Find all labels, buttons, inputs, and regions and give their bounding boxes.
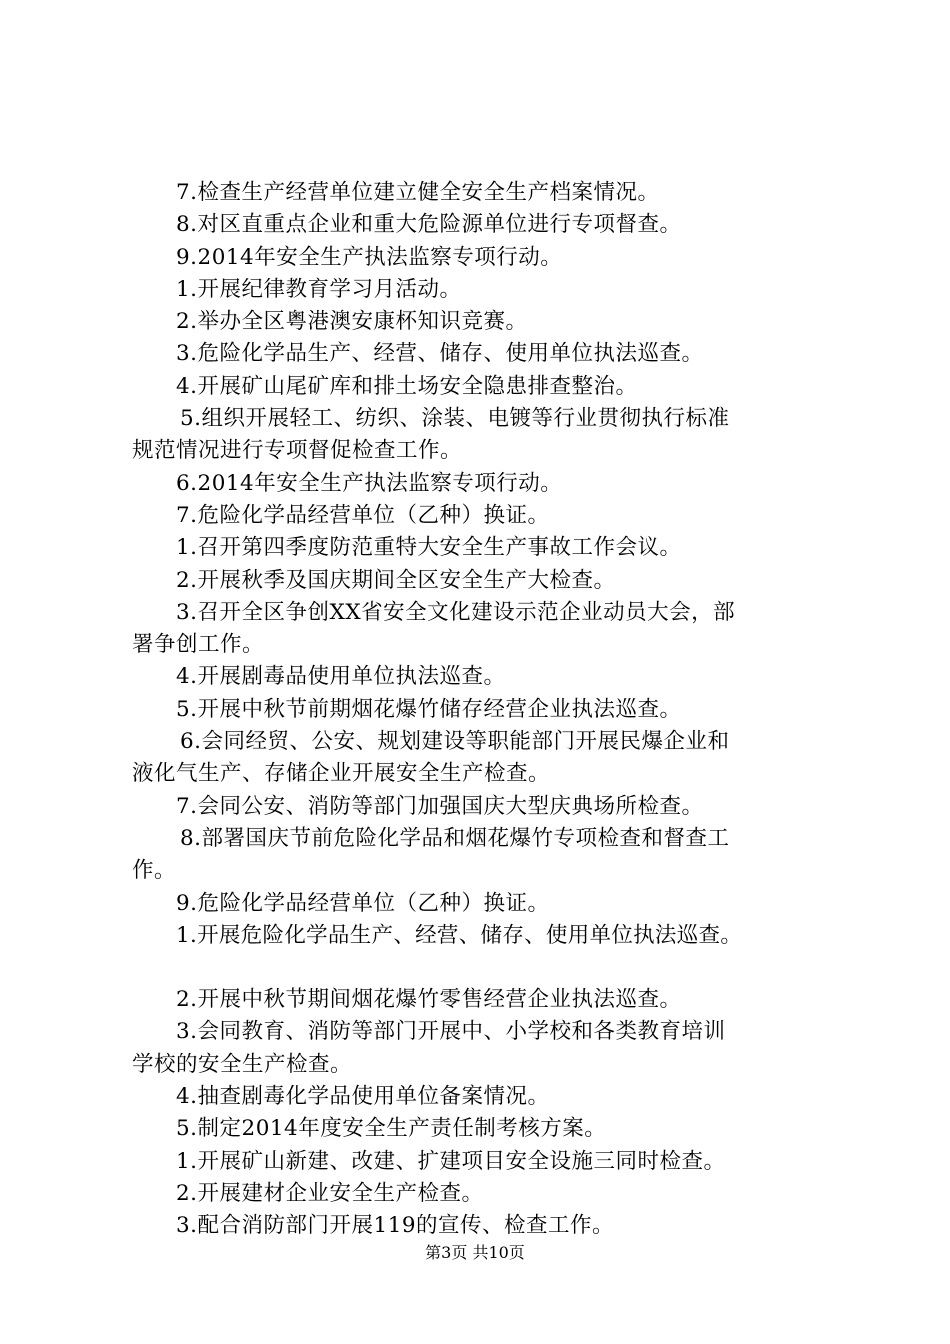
- paragraph-line: 2.开展建材企业安全生产检查。: [176, 1180, 484, 1206]
- page-number-footer: 第3页 共10页: [425, 1243, 525, 1262]
- paragraph-line: 9.2014年安全生产执法监察专项行动。: [176, 244, 563, 270]
- paragraph-line: 3.召开全区争创XX省安全文化建设示范企业动员大会，部: [176, 599, 736, 625]
- paragraph-line: 2.开展秋季及国庆期间全区安全生产大检查。: [176, 567, 616, 593]
- paragraph-line: 1.开展矿山新建、改建、扩建项目安全设施三同时检查。: [176, 1148, 726, 1174]
- paragraph-line: 8.对区直重点企业和重大危险源单位进行专项督查。: [176, 212, 682, 238]
- paragraph-line: 5.组织开展轻工、纺织、涂装、电镀等行业贯彻执行标准: [180, 406, 730, 432]
- paragraph-line: 7.危险化学品经营单位（乙种）换证。: [176, 502, 550, 528]
- paragraph-line: 5.制定2014年度安全生产责任制考核方案。: [176, 1116, 607, 1142]
- paragraph-line-continued: 署争创工作。: [132, 632, 265, 658]
- paragraph-line: 3.配合消防部门开展119的宣传、检查工作。: [176, 1213, 615, 1239]
- paragraph-line: 4.抽查剧毒化学品使用单位备案情况。: [176, 1084, 550, 1110]
- paragraph-line: 4.开展剧毒品使用单位执法巡查。: [176, 664, 506, 690]
- paragraph-line: 2.举办全区粤港澳安康杯知识竞赛。: [176, 309, 528, 335]
- paragraph-line: 4.开展矿山尾矿库和排土场安全隐患排查整治。: [176, 373, 638, 399]
- paragraph-line: 6.2014年安全生产执法监察专项行动。: [176, 470, 563, 496]
- document-body: [132, 177, 837, 1243]
- paragraph-line: 8.部署国庆节前危险化学品和烟花爆竹专项检查和督查工: [180, 825, 730, 851]
- paragraph-line: 3.危险化学品生产、经营、储存、使用单位执法巡查。: [176, 341, 704, 367]
- paragraph-line: 7.会同公安、消防等部门加强国庆大型庆典场所检查。: [176, 793, 704, 819]
- paragraph-line-continued: 液化气生产、存储企业开展安全生产检查。: [132, 761, 551, 787]
- paragraph-line: 9.危险化学品经营单位（乙种）换证。: [176, 890, 550, 916]
- paragraph-line: 7.检查生产经营单位建立健全安全生产档案情况。: [176, 180, 660, 205]
- paragraph-line: 3.会同教育、消防等部门开展中、小学校和各类教育培训: [176, 1019, 726, 1045]
- paragraph-line: 1.开展纪律教育学习月活动。: [176, 276, 462, 302]
- paragraph-line: 6.会同经贸、公安、规划建设等职能部门开展民爆企业和: [180, 729, 730, 755]
- paragraph-line: 5.开展中秋节前期烟花爆竹储存经营企业执法巡查。: [176, 696, 682, 722]
- paragraph-line: 1.开展危险化学品生产、经营、储存、使用单位执法巡查。: [176, 922, 743, 948]
- paragraph-line-continued: 学校的安全生产检查。: [132, 1051, 353, 1077]
- blank-line: [132, 952, 837, 984]
- paragraph-line-continued: 规范情况进行专项督促检查工作。: [132, 438, 463, 464]
- paragraph-line-continued: 作。: [132, 858, 177, 884]
- paragraph-line: 2.开展中秋节期间烟花爆竹零售经营企业执法巡查。: [176, 987, 682, 1013]
- paragraph-line: 1.召开第四季度防范重特大安全生产事故工作会议。: [176, 535, 682, 561]
